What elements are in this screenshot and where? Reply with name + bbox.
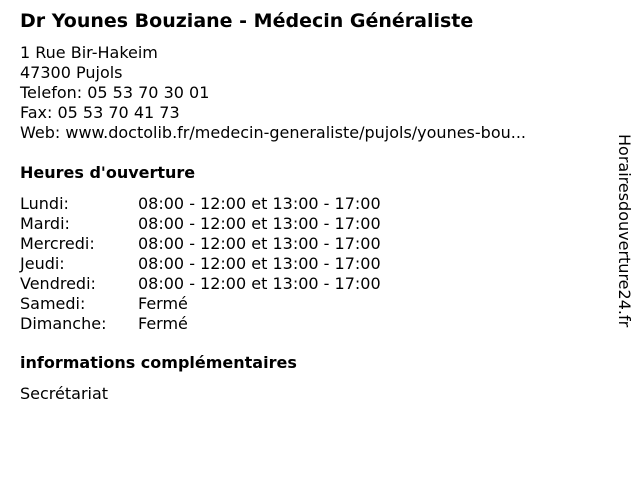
website: Web: www.doctolib.fr/medecin-generaliste/pujols/younes-bou... xyxy=(20,123,526,142)
opening-hours-list xyxy=(20,194,381,334)
contact-info xyxy=(20,43,526,143)
day-hours: 08:00 - 12:00 et 13:00 - 17:00 xyxy=(138,274,381,293)
street-address: 1 Rue Bir-Hakeim xyxy=(20,43,158,62)
hours-heading: Heures d'ouverture xyxy=(20,163,196,182)
day-hours: 08:00 - 12:00 et 13:00 - 17:00 xyxy=(138,214,381,233)
hours-row-tuesday xyxy=(20,214,381,234)
fax-number: Fax: 05 53 70 41 73 xyxy=(20,103,180,122)
hours-row-saturday xyxy=(20,294,381,314)
day-hours: 08:00 - 12:00 et 13:00 - 17:00 xyxy=(138,254,381,273)
phone-number: Telefon: 05 53 70 30 01 xyxy=(20,83,210,102)
day-label: Samedi: xyxy=(20,294,86,313)
day-label: Mercredi: xyxy=(20,234,95,253)
day-hours: 08:00 - 12:00 et 13:00 - 17:00 xyxy=(138,234,381,253)
day-label: Dimanche: xyxy=(20,314,107,333)
site-watermark: Horairesdouverture24.fr xyxy=(615,134,634,328)
day-label: Lundi: xyxy=(20,194,69,213)
day-label: Mardi: xyxy=(20,214,70,233)
hours-row-thursday xyxy=(20,254,381,274)
info-heading: informations complémentaires xyxy=(20,353,297,372)
hours-row-friday xyxy=(20,274,381,294)
info-text: Secrétariat xyxy=(20,384,109,403)
city-address: 47300 Pujols xyxy=(20,63,123,82)
hours-row-monday xyxy=(20,194,381,214)
day-hours: Fermé xyxy=(138,314,188,333)
day-hours: 08:00 - 12:00 et 13:00 - 17:00 xyxy=(138,194,381,213)
day-label: Jeudi: xyxy=(20,254,65,273)
day-hours: Fermé xyxy=(138,294,188,313)
hours-row-wednesday xyxy=(20,234,381,254)
day-label: Vendredi: xyxy=(20,274,96,293)
page-title: Dr Younes Bouziane - Médecin Généraliste xyxy=(20,10,474,32)
hours-row-sunday xyxy=(20,314,381,334)
